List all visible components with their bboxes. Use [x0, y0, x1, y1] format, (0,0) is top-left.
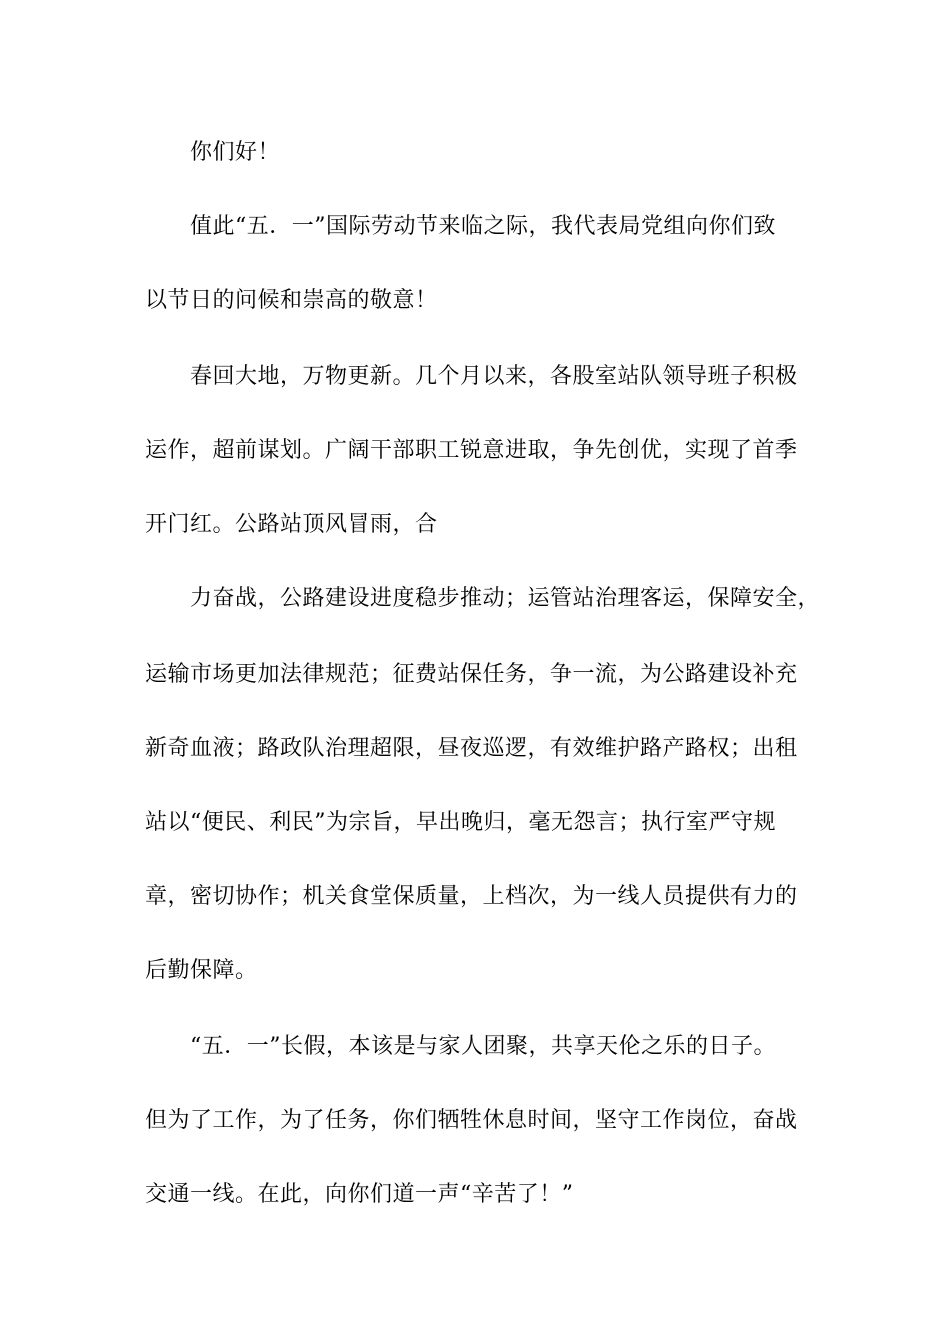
- paragraph-line: 运作，超前谋划。广阔干部职工锐意进取，争先创优，实现了首季: [145, 438, 798, 463]
- paragraph-line: 新奇血液；路政队治理超限，昼夜巡逻，有效维护路产路权；出租: [145, 736, 798, 761]
- greeting-line: 你们好！: [190, 140, 281, 165]
- paragraph-line: 但为了工作，为了任务，你们牺牲休息时间，坚守工作岗位，奋战: [145, 1108, 798, 1133]
- paragraph-line: 交通一线。在此，向你们道一声“辛苦了！”: [145, 1182, 574, 1207]
- paragraph-line: 春回大地，万物更新。几个月以来，各股室站队领导班子积极: [190, 364, 798, 389]
- paragraph-line: 运输市场更加法律规范；征费站保任务，争一流，为公路建设补充: [145, 662, 798, 687]
- paragraph-line: 开门红。公路站顶风冒雨，合: [145, 512, 438, 537]
- paragraph-line: “五．一”长假，本该是与家人团聚，共享天伦之乐的日子。: [190, 1034, 776, 1059]
- paragraph-line: 力奋战，公路建设进度稳步推动；运管站治理客运，保障安全，: [190, 586, 821, 611]
- paragraph-line: 后勤保障。: [145, 958, 258, 983]
- paragraph-line: 值此“五．一”国际劳动节来临之际，我代表局党组向你们致: [190, 214, 776, 239]
- paragraph-line: 站以“便民、利民”为宗旨，早出晚归，毫无怨言；执行室严守规: [145, 810, 776, 835]
- paragraph-line: 以节日的问候和崇高的敬意！: [145, 288, 438, 313]
- paragraph-line: 章，密切协作；机关食堂保质量，上档次，为一线人员提供有力的: [145, 884, 798, 909]
